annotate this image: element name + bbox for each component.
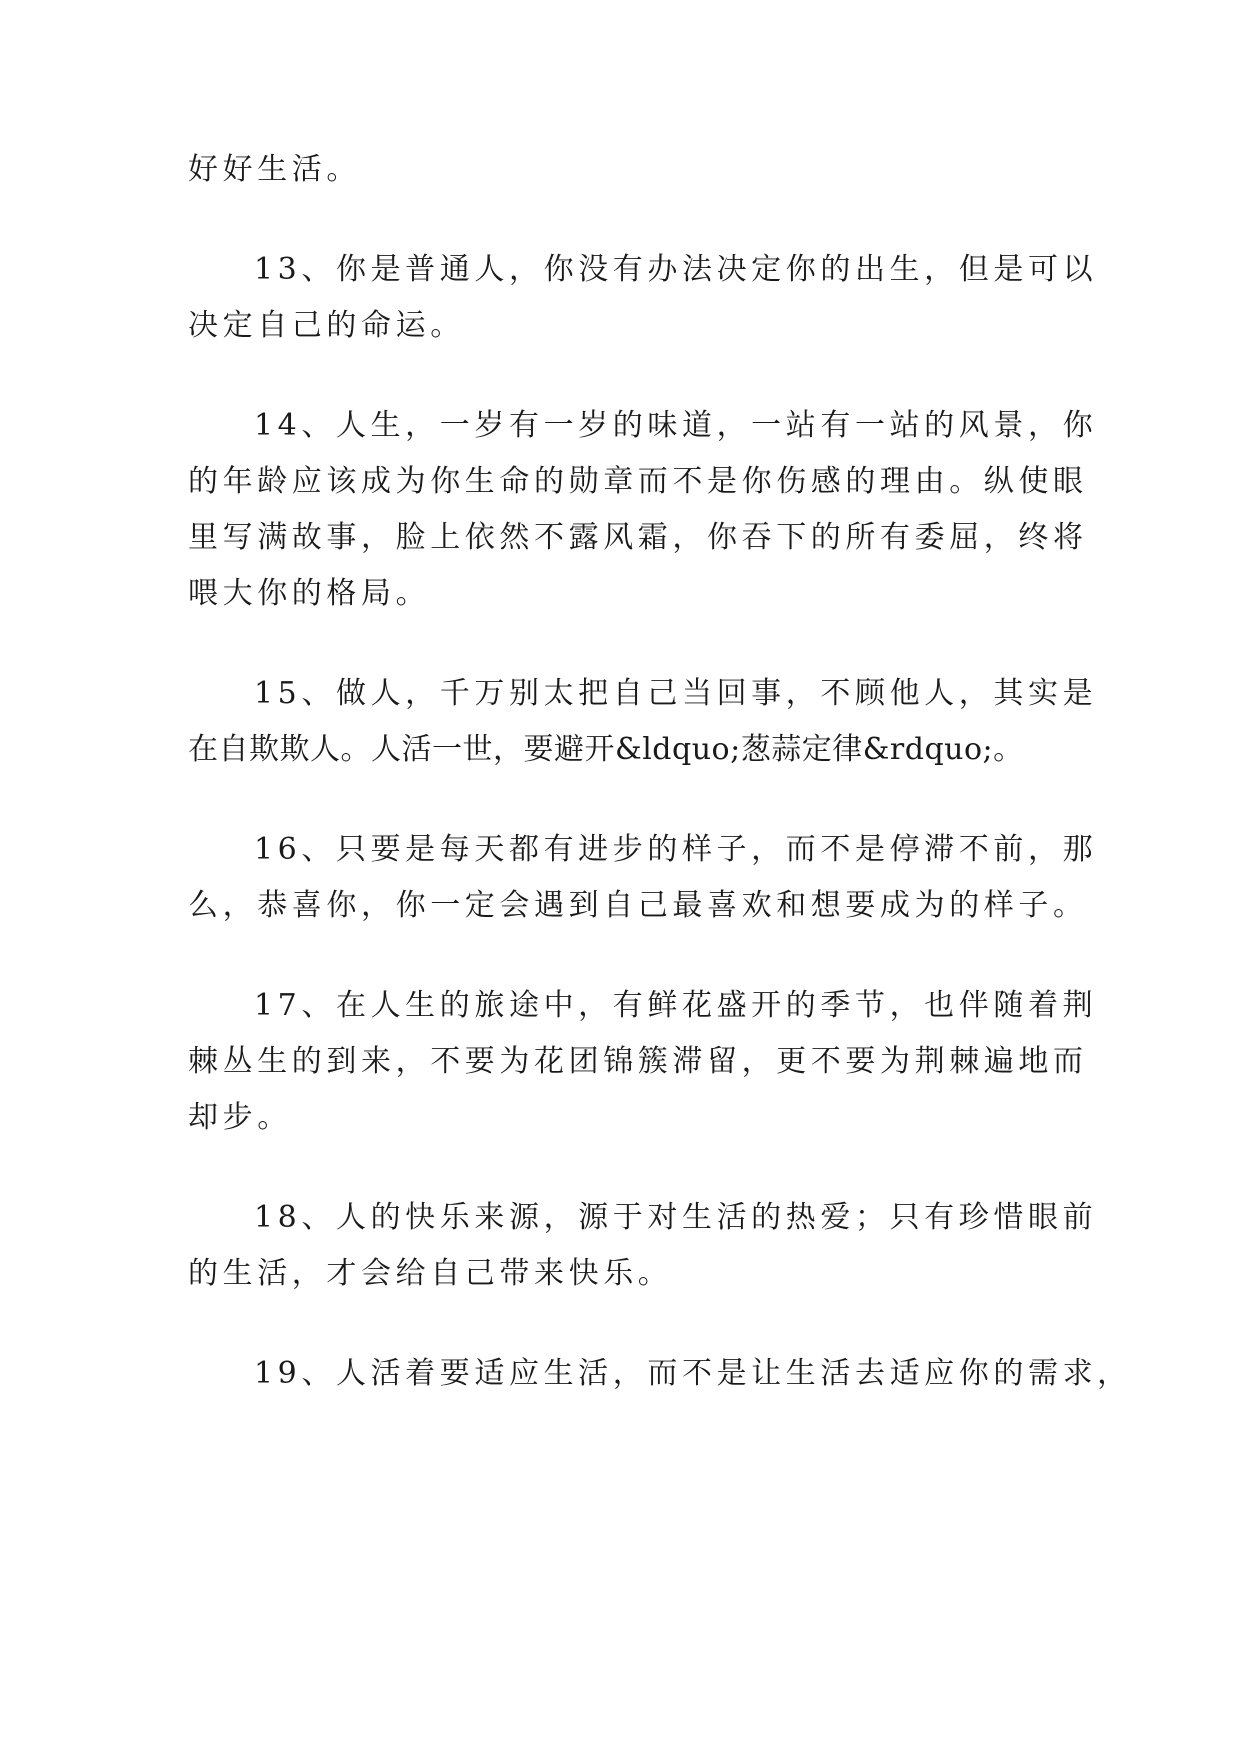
paragraph-16-line-2: 么，恭喜你，你一定会遇到自己最喜欢和想要成为的样子。 <box>188 888 1088 923</box>
paragraph-19-line-1: 19、人活着要适应生活，而不是让生活去适应你的需求， <box>254 1356 1132 1391</box>
paragraph-13-line-2: 决定自己的命运。 <box>188 308 465 343</box>
paragraph-14-line-3: 里写满故事，脸上依然不露风霜，你吞下的所有委屈，终将 <box>188 520 1088 555</box>
paragraph-17-line-1: 17、在人生的旅途中，有鲜花盛开的季节，也伴随着荆 <box>254 988 1098 1023</box>
paragraph-18-line-2: 的生活，才会给自己带来快乐。 <box>188 1256 673 1291</box>
paragraph-14-line-2: 的年龄应该成为你生命的勋章而不是你伤感的理由。纵使眼 <box>188 464 1088 499</box>
paragraph-16-line-1: 16、只要是每天都有进步的样子，而不是停滞不前，那 <box>254 832 1098 867</box>
paragraph-14-line-4: 喂大你的格局。 <box>188 576 431 611</box>
paragraph-15-line-1: 15、做人，千万别太把自己当回事，不顾他人，其实是 <box>254 676 1098 711</box>
paragraph-13-line-1: 13、你是普通人，你没有办法决定你的出生，但是可以 <box>254 252 1098 287</box>
paragraph-14-line-1: 14、人生，一岁有一岁的味道，一站有一站的风景，你 <box>254 408 1098 443</box>
paragraph-18-line-1: 18、人的快乐来源，源于对生活的热爱；只有珍惜眼前 <box>254 1200 1098 1235</box>
paragraph-17-line-2: 棘丛生的到来，不要为花团锦簇滞留，更不要为荆棘遍地而 <box>188 1044 1088 1079</box>
text-line: 好好生活。 <box>188 152 361 187</box>
paragraph-17-line-3: 却步。 <box>188 1100 292 1135</box>
paragraph-15-line-2: 在自欺欺人。人活一世，要避开&ldquo;葱蒜定律&rdquo;。 <box>188 732 1024 767</box>
